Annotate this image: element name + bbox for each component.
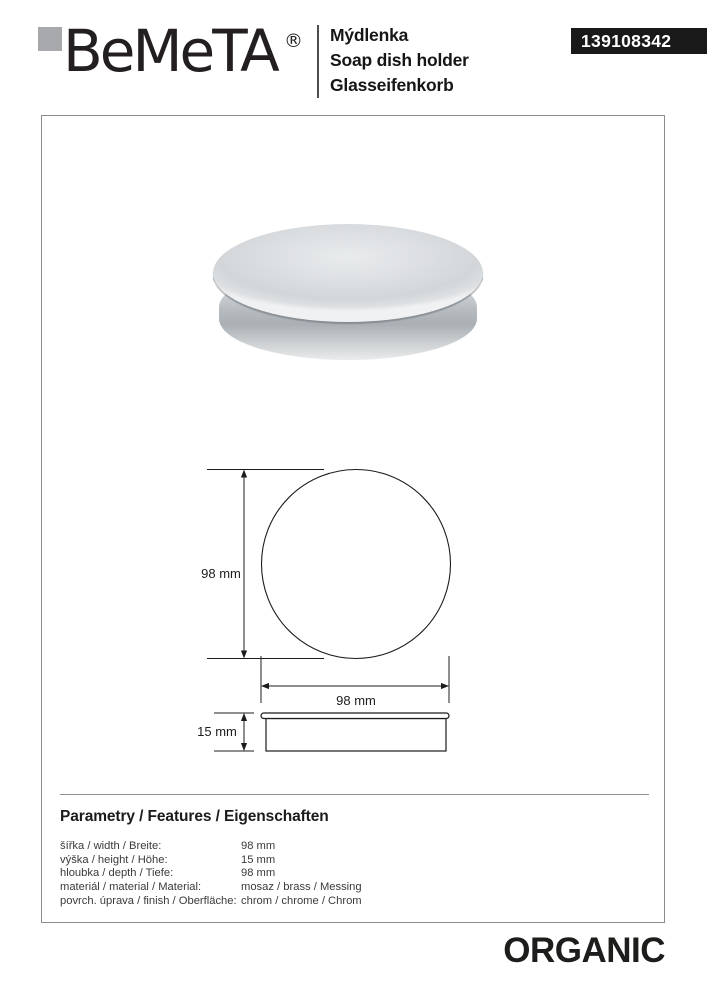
drawing-top-view-circle <box>262 470 451 659</box>
drawing-side-view <box>261 713 449 751</box>
product-name-block <box>330 23 469 98</box>
product-photo-top-surface <box>213 224 483 322</box>
parameter-label: hloubka / depth / Tiefe: <box>60 867 174 880</box>
parameter-label: materiál / material / Material: <box>60 881 202 894</box>
parameter-label: šířka / width / Breite: <box>60 840 162 852</box>
drawing-width-label: 98 mm <box>336 693 376 708</box>
parameter-label: výška / height / Höhe: <box>60 853 168 866</box>
product-name-czech: Mýdlenka <box>330 25 409 45</box>
registered-trademark-symbol: ® <box>284 30 303 52</box>
drawing-diameter-label-vertical: 98 mm <box>201 566 241 581</box>
parameter-value: 98 mm <box>241 840 276 852</box>
logo-square-mark <box>38 27 62 51</box>
drawing-thickness-label: 15 mm <box>197 724 237 739</box>
parameters-section <box>60 808 649 909</box>
collection-name: ORGANIC <box>503 931 665 970</box>
parameter-label: povrch. úprava / finish / Oberfläche: <box>60 894 237 907</box>
content-box <box>41 115 665 923</box>
parameters-divider <box>60 794 649 795</box>
parameters-table <box>60 840 649 909</box>
parameter-value: chrom / chrome / Chrom <box>241 894 362 907</box>
header-divider <box>317 25 319 98</box>
product-code-badge: 139108342 <box>571 28 707 54</box>
parameter-value: mosaz / brass / Messing <box>241 881 362 894</box>
parameters-title: Parametry / Features / Eigenschaften <box>60 808 329 825</box>
brand-logo: BeMeTA <box>63 17 277 85</box>
product-name-english: Soap dish holder <box>330 50 469 70</box>
parameter-value: 98 mm <box>241 867 276 880</box>
parameter-value: 15 mm <box>241 853 276 866</box>
product-name-german: Glasseifenkorb <box>330 75 454 95</box>
technical-drawing <box>42 446 666 786</box>
product-photo <box>213 224 483 362</box>
drawing-height-dimension <box>207 470 324 659</box>
